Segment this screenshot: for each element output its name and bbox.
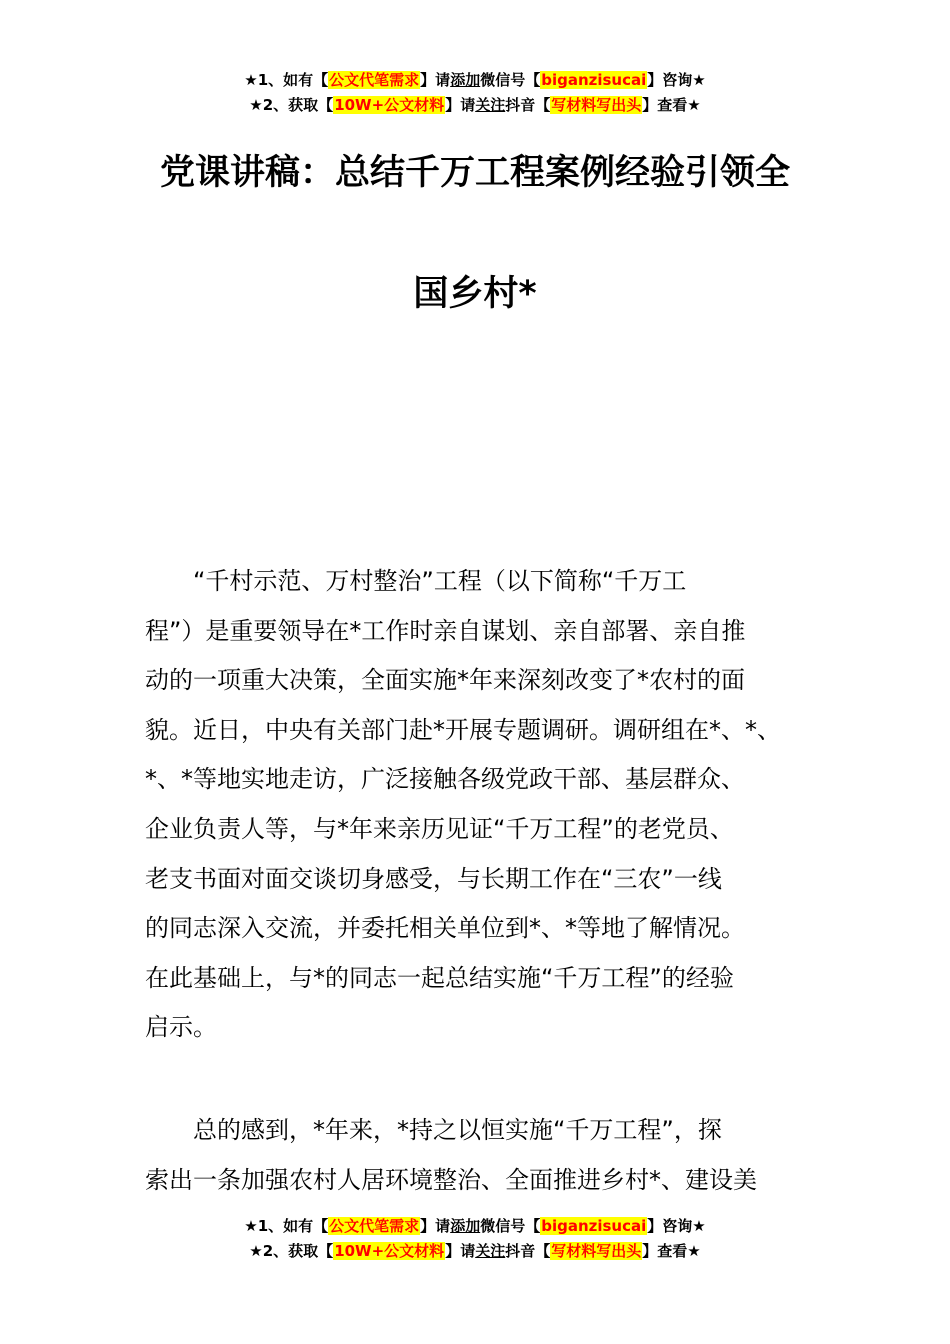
body-paragraph-1 <box>145 557 807 1053</box>
promo-highlight-douyin: 写材料写出头 <box>551 1242 642 1260</box>
footer-promo-banner <box>0 1214 950 1264</box>
paragraph-line: *、*等地实地走访，广泛接触各级党政干部、基层群众、 <box>145 765 745 794</box>
promo-highlight-douyin: 写材料写出头 <box>551 96 642 114</box>
document-title-line-1: 党课讲稿：总结千万工程案例经验引领全 <box>159 153 790 193</box>
paragraph-line: “千村示范、万村整治”工程（以下简称“千万工 <box>193 567 687 595</box>
promo-highlight-materials: 10W+公文材料 <box>334 96 445 114</box>
promo-line-2: ★2、获取【10W+公文材料】请关注抖音【写材料写出头】查看★ <box>249 1242 701 1260</box>
paragraph-line: 索出一条加强农村人居环境整治、全面推进乡村*、建设美 <box>145 1165 757 1194</box>
paragraph-line: 企业负责人等，与*年来亲历见证“千万工程”的老党员、 <box>145 814 734 843</box>
promo-line-2: ★2、获取【10W+公文材料】请关注抖音【写材料写出头】查看★ <box>249 96 701 114</box>
paragraph-line: 老支书面对面交谈切身感受，与长期工作在“三农”一线 <box>145 864 722 893</box>
promo-highlight-wechat: biganzisucai <box>541 1217 647 1235</box>
paragraph-line: 貌。近日，中央有关部门赴*开展专题调研。调研组在*、*、 <box>145 715 781 744</box>
paragraph-line: 动的一项重大决策，全面实施*年来深刻改变了*农村的面 <box>145 666 745 695</box>
header-promo-banner <box>0 68 950 118</box>
promo-highlight-materials: 10W+公文材料 <box>334 1242 445 1260</box>
document-title-line-2: 国乡村* <box>413 274 537 314</box>
promo-line-1: ★1、如有【公文代笔需求】请添加微信号【biganzisucai】咨询★ <box>244 1217 706 1235</box>
body-paragraph-2 <box>145 1106 807 1205</box>
promo-highlight-service: 公文代笔需求 <box>329 1217 420 1235</box>
paragraph-line: 程”）是重要领导在*工作时亲自谋划、亲自部署、亲自推 <box>145 616 746 645</box>
paragraph-line: 的同志深入交流，并委托相关单位到*、*等地了解情况。 <box>145 914 745 943</box>
paragraph-line: 总的感到，*年来，*持之以恒实施“千万工程”，探 <box>193 1116 722 1144</box>
paragraph-line: 在此基础上，与*的同志一起总结实施“千万工程”的经验 <box>145 963 734 992</box>
promo-highlight-service: 公文代笔需求 <box>329 71 420 89</box>
promo-highlight-wechat: biganzisucai <box>541 71 647 89</box>
paragraph-line: 启示。 <box>145 1013 217 1042</box>
promo-line-1: ★1、如有【公文代笔需求】请添加微信号【biganzisucai】咨询★ <box>244 71 706 89</box>
